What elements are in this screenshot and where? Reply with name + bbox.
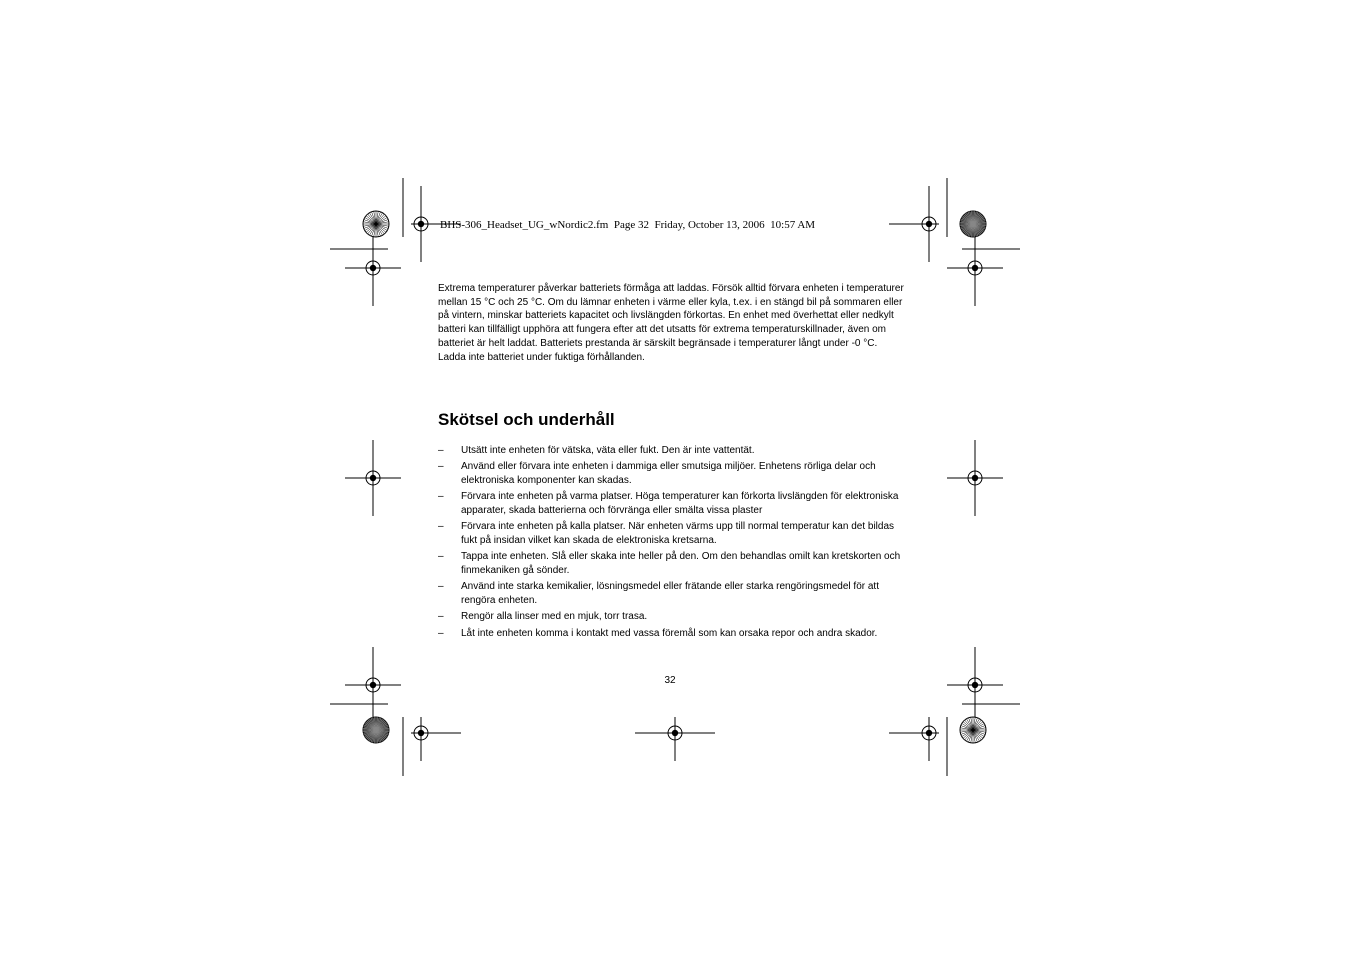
list-dash: – bbox=[438, 551, 444, 563]
list-item bbox=[438, 444, 904, 458]
list-item bbox=[438, 580, 904, 607]
section-title: Skötsel och underhåll bbox=[438, 410, 615, 429]
list-item bbox=[438, 627, 904, 641]
list-dash: – bbox=[438, 521, 444, 533]
list-item bbox=[438, 610, 904, 624]
care-list bbox=[438, 444, 904, 643]
registration-mark-icon bbox=[345, 230, 401, 306]
page-number: 32 bbox=[664, 675, 676, 686]
list-item bbox=[438, 520, 904, 547]
registration-mark-icon bbox=[947, 440, 1003, 516]
registration-mark-icon bbox=[889, 717, 939, 761]
list-dash: – bbox=[438, 491, 444, 503]
list-item-text: Förvara inte enheten på kalla platser. När enheten värms upp till normal temperatur kan det bildas fukt på insidan vilket kan skada de elektroniska kretsarna. bbox=[461, 521, 895, 546]
starburst-mark-icon bbox=[960, 717, 986, 743]
registration-mark-icon bbox=[889, 186, 939, 262]
list-item-text: Tappa inte enheten. Slå eller skaka inte heller på den. Om den behandlas omilt kan kretskorten och finmekaniken gå sönder. bbox=[461, 551, 901, 576]
registration-mark-icon bbox=[635, 717, 715, 761]
list-item-text: Rengör alla linser med en mjuk, torr trasa. bbox=[461, 611, 648, 623]
list-item-text: Använd inte starka kemikalier, lösningsmedel eller frätande eller starka rengöringsmedel för att rengöra enheten. bbox=[461, 581, 879, 606]
list-item bbox=[438, 460, 904, 487]
starburst-mark-icon bbox=[363, 211, 389, 237]
list-dash: – bbox=[438, 581, 444, 593]
registration-mark-icon bbox=[345, 440, 401, 516]
registration-mark-icon bbox=[345, 647, 401, 723]
list-dash: – bbox=[438, 445, 444, 456]
list-dash: – bbox=[438, 611, 444, 623]
list-item-text: Utsätt inte enheten för vätska, väta eller fukt. Den är inte vattentät. bbox=[461, 445, 755, 456]
registration-mark-icon bbox=[411, 717, 461, 761]
starburst-mark-icon bbox=[363, 717, 389, 743]
list-item-text: Låt inte enheten komma i kontakt med vassa föremål som kan orsaka repor och andra skador. bbox=[461, 627, 878, 639]
starburst-mark-icon bbox=[960, 211, 986, 237]
battery-paragraph: Extrema temperaturer påverkar batteriets förmåga att laddas. Försök alltid förvara enheten i temperaturer mellan 15 °C och 25 °C. Om du lämnar enheten i värme eller kyla, t.ex. i en stängd bil på sommaren eller på vintern, minskar batteriets kapacitet och livslängden förkortas. En enhet med överhettat eller nedkylt batteri kan tillfälligt upphöra att fungera efter att det utsatts för extrema temperaturskillnader, även om batteriet är helt laddat. Batteriets prestanda är särskilt begränsade i temperaturer långt under -0 °C. Ladda inte batteriet under fuktiga förhållanden. bbox=[438, 283, 904, 363]
list-item-text: Använd eller förvara inte enheten i dammiga eller smutsiga miljöer. Enhetens rörliga delar och elektroniska komponenter kan skadas. bbox=[461, 461, 876, 486]
registration-mark-icon bbox=[947, 230, 1003, 306]
list-dash: – bbox=[438, 461, 444, 473]
list-item-text: Förvara inte enheten på varma platser. Höga temperaturer kan förkorta livslängden för elektroniska apparater, skada batterierna och förvränga eller smälta vissa plaster bbox=[461, 491, 899, 516]
list-dash: – bbox=[438, 627, 444, 639]
list-item bbox=[438, 490, 904, 517]
page-header: BHS-306_Headset_UG_wNordic2.fm Page 32 Friday, October 13, 2006 10:57 AM bbox=[440, 219, 816, 231]
registration-mark-icon bbox=[947, 647, 1003, 723]
list-item bbox=[438, 550, 904, 577]
